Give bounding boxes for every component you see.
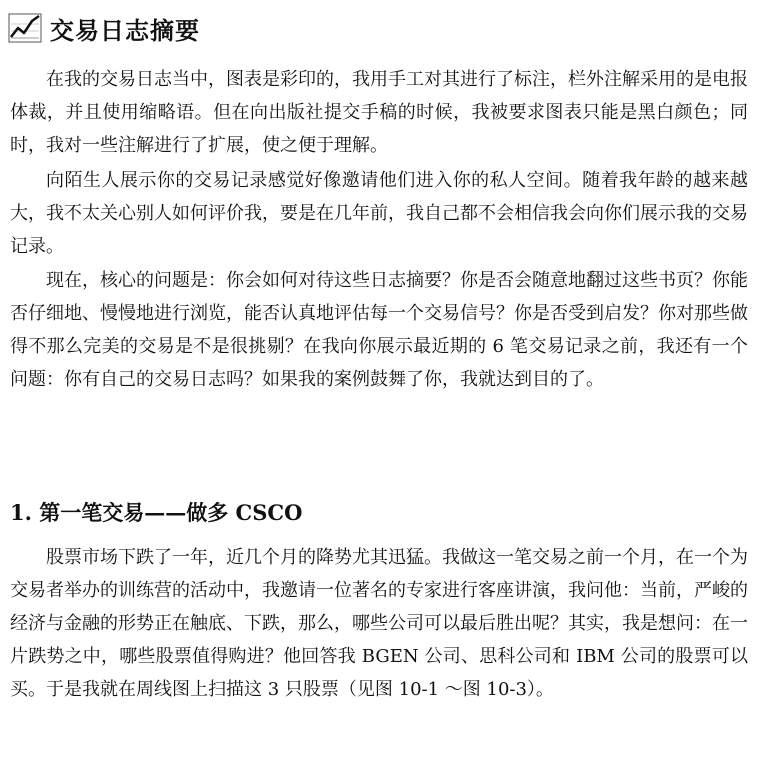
rising-chart-icon	[8, 13, 42, 43]
paragraph-text: 现在，核心的问题是：你会如何对待这些日志摘要？你是否会随意地翻过这些书页？你能否仔细地、慢慢地进行浏览，能否认真地评估每一个交易信号？你是否受到启发？你对那些做得不那么完美的交易是不是很挑剔？在我向你展示最近期的 6 笔交易记录之前，我还有一个问题：你有自己的交易日志吗？如果我的案例鼓舞了你，我就达到目的了。	[10, 270, 748, 390]
section-header	[8, 8, 200, 48]
body-paragraph-3	[10, 264, 748, 396]
section-title: 交易日志摘要	[50, 16, 200, 45]
body-paragraph-4	[10, 541, 748, 706]
subsection-heading: 1. 第一笔交易——做多 CSCO	[10, 500, 303, 525]
body-paragraph-2	[10, 164, 748, 263]
body-paragraph-1	[10, 63, 748, 162]
paragraph-text: 在我的交易日志当中，图表是彩印的，我用手工对其进行了标注，栏外注解采用的是电报体裁，并且使用缩略语。但在向出版社提交手稿的时候，我被要求图表只能是黑白颜色；同时，我对一些注解进行了扩展，使之便于理解。	[10, 69, 748, 156]
paragraph-text: 股票市场下跌了一年，近几个月的降势尤其迅猛。我做这一笔交易之前一个月，在一个为交易者举办的训练营的活动中，我邀请一位著名的专家进行客座讲演，我问他：当前，严峻的经济与金融的形势正在触底、下跌，那么，哪些公司可以最后胜出呢？其实，我是想问：在一片跌势之中，哪些股票值得购进？他回答我 BGEN 公司、思科公司和 IBM 公司的股票可以买。于是我就在周线图上扫描这 3 只股票（见图 10-1 ～图 10-3）。	[10, 547, 748, 700]
paragraph-text: 向陌生人展示你的交易记录感觉好像邀请他们进入你的私人空间。随着我年龄的越来越大，我不太关心别人如何评价我，要是在几年前，我自己都不会相信我会向你们展示我的交易记录。	[10, 170, 748, 257]
